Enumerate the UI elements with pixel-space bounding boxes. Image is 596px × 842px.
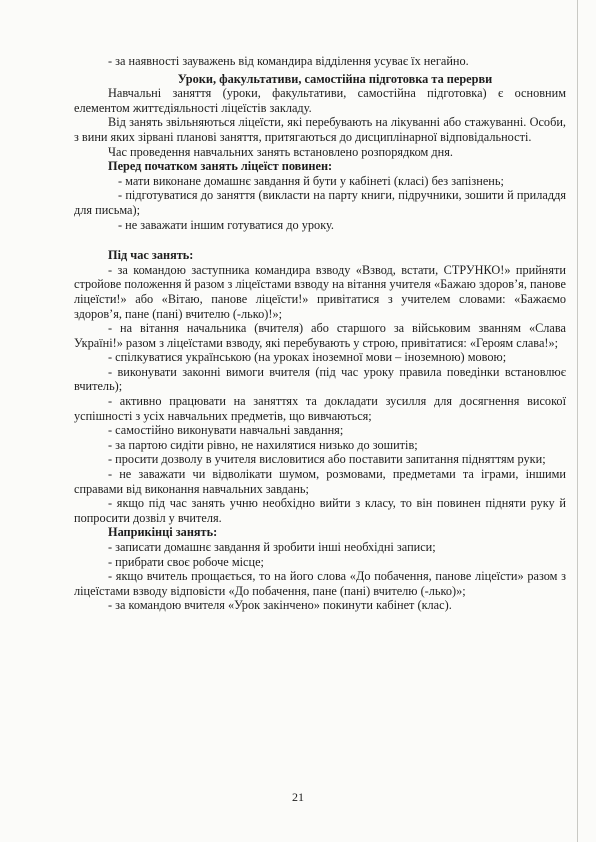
list-item: - спілкуватися українською (на уроках іноземної мови – іноземною) мовою; bbox=[108, 350, 507, 365]
subheading-before-lessons: Перед початком занять ліцеїст повинен: bbox=[108, 159, 333, 174]
list-item: - за командою вчителя «Урок закінчено» покинути кабінет (клас). bbox=[108, 598, 452, 613]
list-item: - на вітання начальника (вчителя) або старшого за військовим званням «Слава Україні!» разом з ліцеїстами взводу, які перебувають у строю, привітатися: «Героям слава!»; bbox=[74, 321, 566, 350]
list-item: - записати домашнє завдання й зробити інші необхідні записи; bbox=[108, 540, 436, 554]
paragraph-lessons: Навчальні заняття (уроки, факультативи, самостійна підготовка) є основним елементом життєдіяльності ліцеїстів закладу. bbox=[74, 86, 566, 115]
list-item: - мати виконане домашнє завдання й бути у кабінеті (класі) без запізнень; bbox=[118, 173, 504, 188]
list-item: - не заважати чи відволікати шумом, розмовами, предметами та іграми, іншими справами від виконання навчальних завдань; bbox=[74, 467, 566, 496]
list-item: - прибрати своє робоче місце; bbox=[108, 554, 264, 569]
list-item: - якщо вчитель прощається, то на його слова «До побачення, панове ліцеїсти» разом з ліцеїстами взводу відповісти «До побачення, пане (пані) вчителю (-лько)»; bbox=[74, 569, 566, 598]
list-item: - за партою сидіти рівно, не нахилятися низько до зошитів; bbox=[108, 437, 418, 452]
list-item: - просити дозволу в учителя висловитися або поставити запитання підняттям руки; bbox=[108, 452, 546, 467]
top-line: - за наявності зауважень від командира відділення усуває їх негайно. bbox=[108, 54, 469, 68]
list-item: - підготуватися до заняття (викласти на парту книги, підручники, зошити й приладдя для письма); bbox=[74, 188, 566, 217]
list-item: - не заважати іншим готуватися до уроку. bbox=[118, 217, 334, 232]
page-body bbox=[74, 54, 566, 613]
paragraph-exemptions: Від занять звільняються ліцеїсти, які перебувають на лікуванні або стажуванні. Особи, з вини яких зірвані планові заняття, притягаються до дисциплінарної відповідальності. bbox=[74, 115, 566, 144]
list-item: - виконувати законні вимоги вчителя (під час уроку правила поведінки встановлює вчитель); bbox=[74, 364, 566, 394]
page-number: 21 bbox=[292, 790, 304, 804]
page-edge-line bbox=[577, 0, 578, 842]
section-heading: Уроки, факультативи, самостійна підготовка та перерви bbox=[177, 71, 493, 86]
list-item: - за командою заступника командира взводу «Взвод, встати, СТРУНКО!» прийняти стройове положення й разом з ліцеїстами взводу на вітання учителя «Бажаю здоров’я, панове ліцеїсти!» або «Вітаю, панове ліцеїсти!» привітатися з учителем словами: «Бажаємо здоров’я, пане (пані) вчителю (-лько)!»; bbox=[74, 262, 566, 321]
subheading-during-lessons: Під час занять: bbox=[108, 248, 194, 263]
list-item: - якщо під час занять учню необхідно вийти з класу, то він повинен підняти руку й попросити дозвіл у вчителя. bbox=[74, 496, 566, 525]
paragraph-schedule: Час проведення навчальних занять встановлено розпорядком дня. bbox=[108, 144, 453, 159]
list-item: - активно працювати на заняттях та докладати зусилля для досягнення високої успішності з усіх навчальних предметів, що вивчаються; bbox=[74, 394, 566, 423]
subheading-end-of-lessons: Наприкінці занять: bbox=[108, 525, 218, 540]
list-item: - самостійно виконувати навчальні завдання; bbox=[108, 423, 344, 438]
